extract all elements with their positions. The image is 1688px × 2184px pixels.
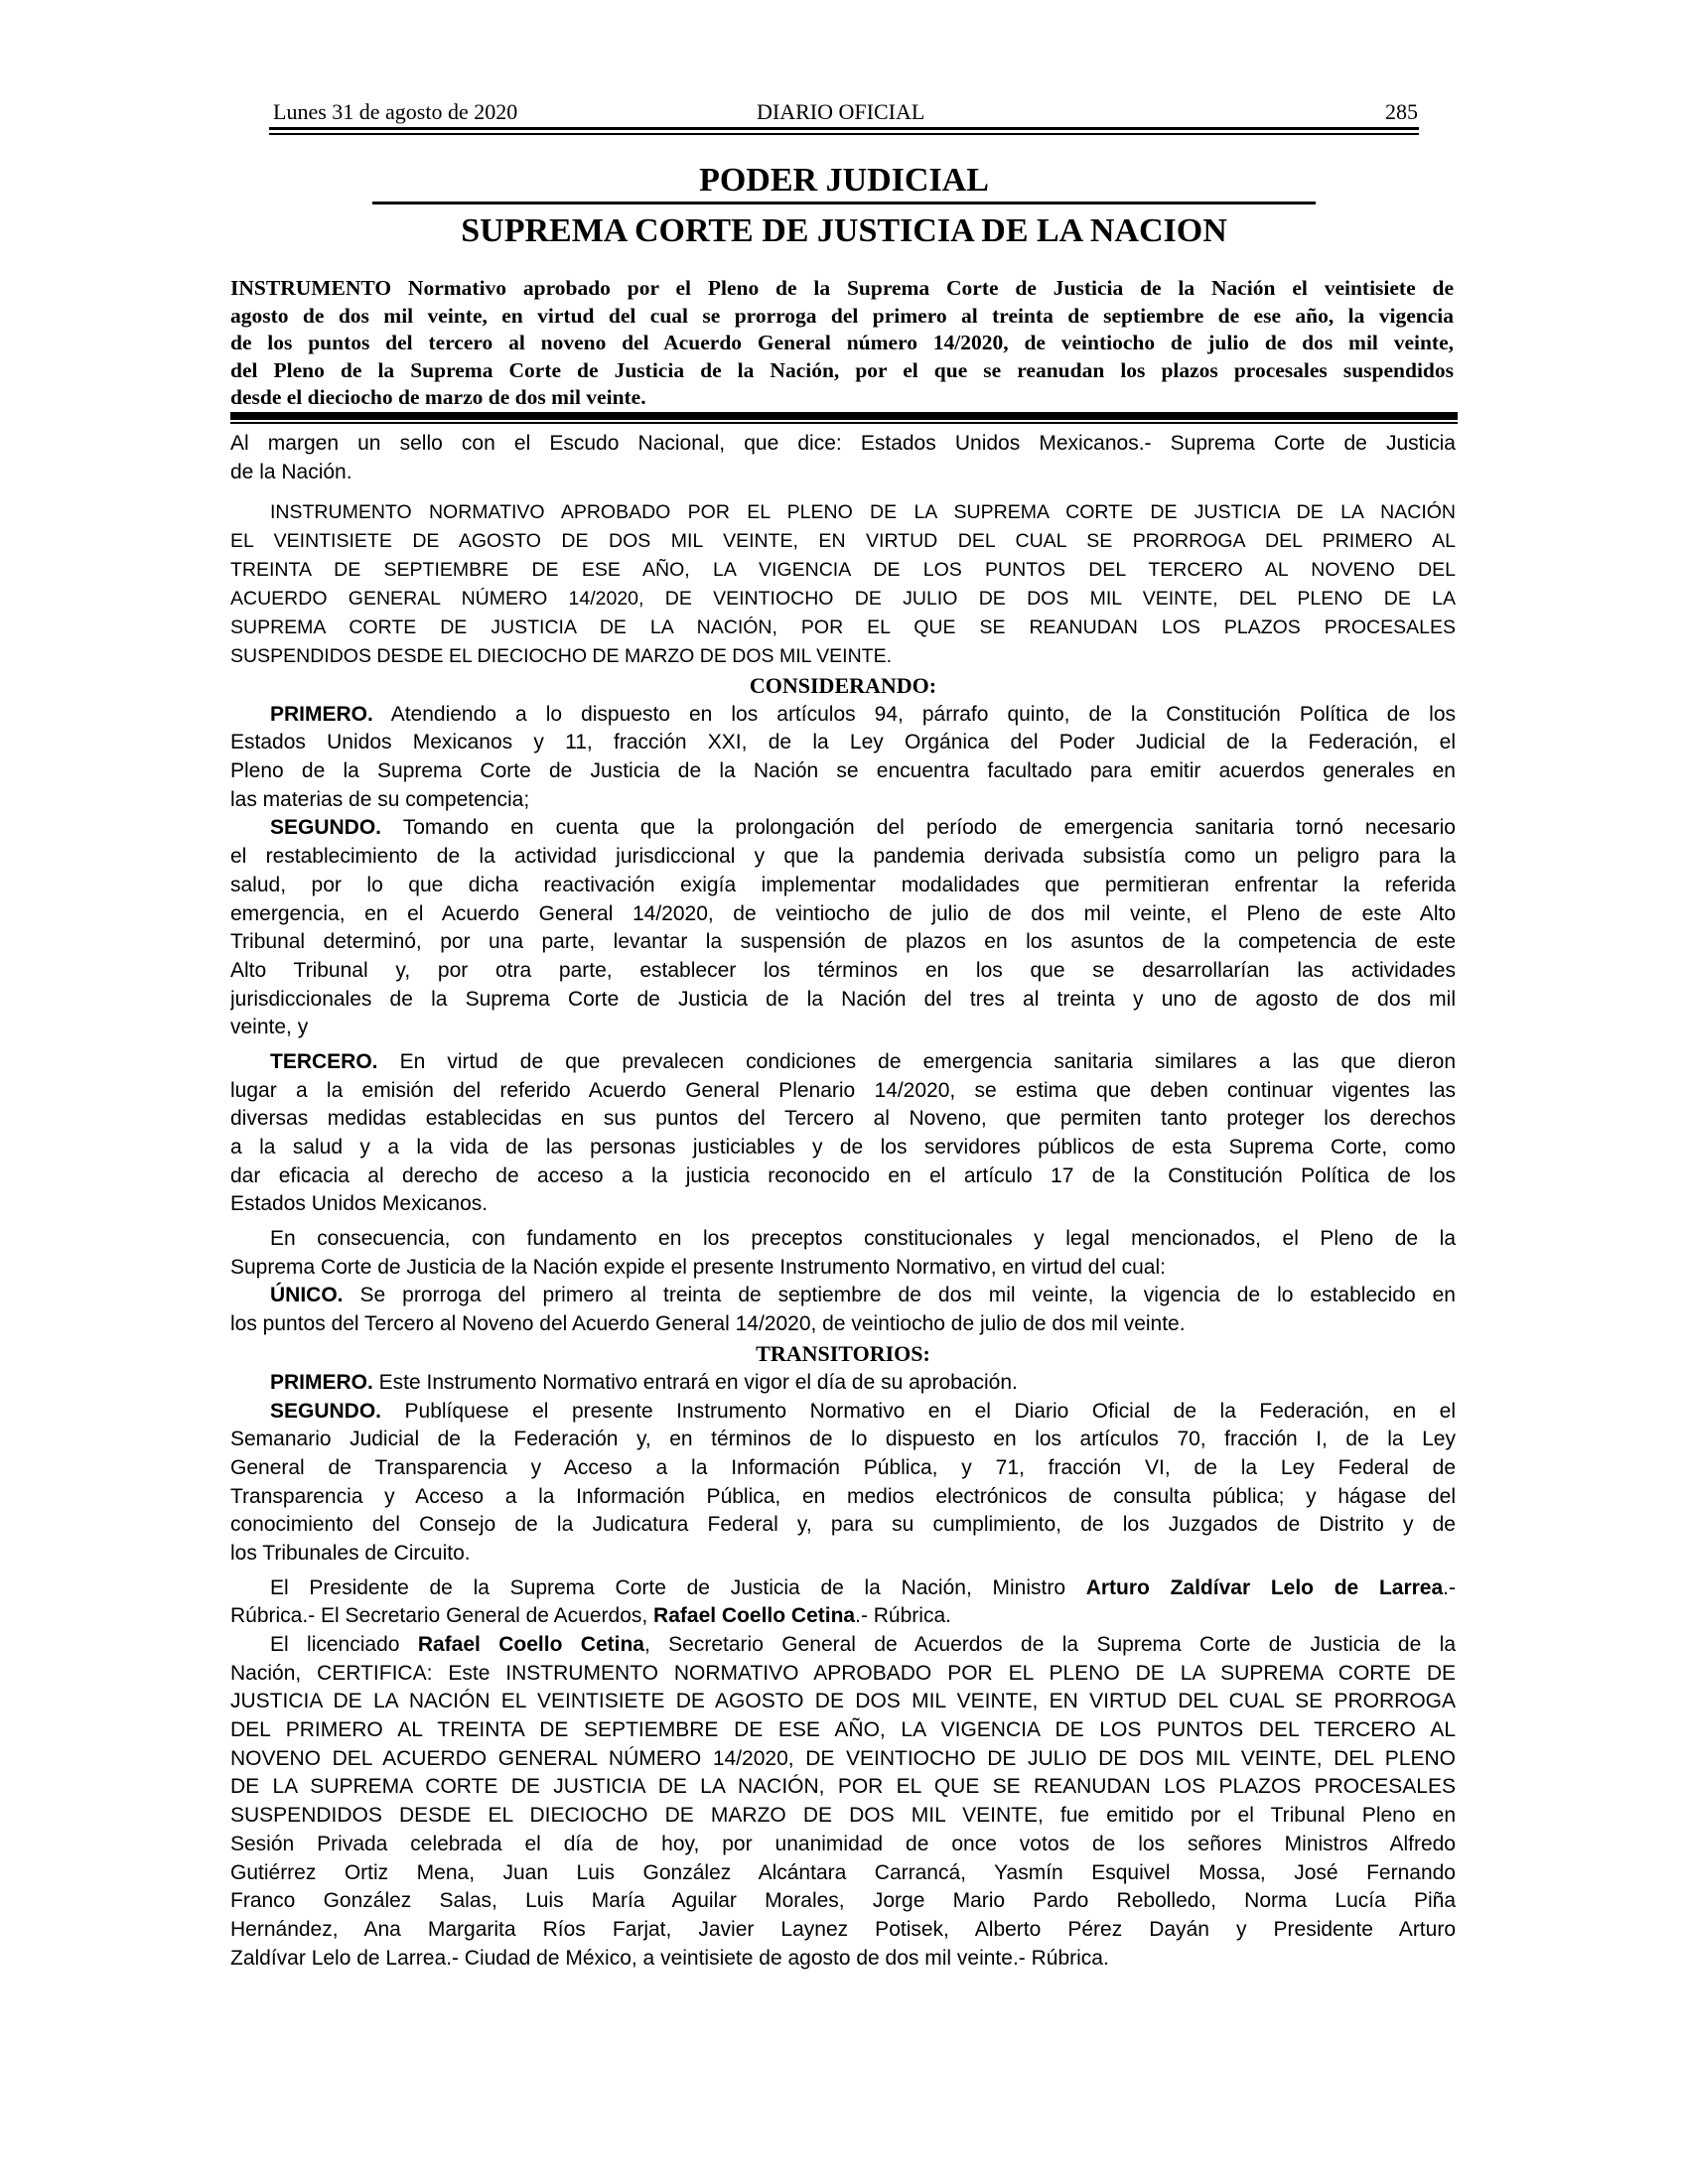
text-run: TREINTA DE SEPTIEMBRE DE ESE AÑO, LA VIGENCIA DE LOS PUNTOS DEL TERCERO AL NOVENO DEL [230, 559, 1456, 582]
text-line [230, 928, 1456, 957]
text-run: Tomando en cuenta que la prolongación del período de emergencia sanitaria tornó necesario [381, 816, 1456, 840]
text-run: diversas medidas establecidas en sus puntos del Tercero al Noveno, que permiten tanto proteger los derechos [230, 1107, 1456, 1131]
text-run: SUSPENDIDOS DESDE EL DIECIOCHO DE MARZO DE DOS MIL VEINTE. [230, 644, 892, 667]
title-line: desde el dieciocho de marzo de dos mil veinte. [230, 385, 646, 409]
text-line [230, 872, 1456, 900]
text-line [230, 642, 1456, 671]
text-line [230, 585, 1456, 614]
text-run: Suprema Corte de Justicia de la Nación expide el presente Instrumento Normativo, en virtud del cual: [230, 1255, 1166, 1279]
paragraph-consecuencia [230, 1225, 1456, 1282]
text-line [230, 757, 1456, 786]
text-line [230, 459, 1456, 487]
text-line [230, 527, 1456, 556]
text-run: .- [1443, 1575, 1456, 1599]
text-run: Franco González Salas, Luis María Aguilar Morales, Jorge Mario Pardo Rebolledo, Norma Lucía Piña [230, 1889, 1456, 1913]
text-run: Atendiendo a lo dispuesto en los artículos 94, párrafo quinto, de la Constitución Política de los [372, 702, 1456, 726]
text-line [230, 1745, 1456, 1774]
text-run: Nación, CERTIFICA: Este INSTRUMENTO NORMATIVO APROBADO POR EL PLENO DE LA SUPREMA CORTE DE [230, 1661, 1456, 1685]
text-line [230, 786, 1456, 815]
text-run: los Tribunales de Circuito. [230, 1541, 471, 1565]
section-divider-rule [372, 202, 1316, 205]
text-run: lugar a la emisión del referido Acuerdo General Plenario 14/2020, se estima que deben continuar vigentes las [230, 1078, 1456, 1102]
text-line [230, 1887, 1456, 1916]
text-run: Gutiérrez Ortiz Mena, Juan Luis González Alcántara Carrancá, Yasmín Esquivel Mossa, José Fernando [230, 1860, 1456, 1884]
text-line [230, 1688, 1456, 1716]
text-run: SUSPENDIDOS DESDE EL DIECIOCHO DE MARZO DE DOS MIL VEINTE, fue emitido por el Tribunal Pleno en [230, 1804, 1456, 1828]
text-run: de la Nación. [230, 460, 352, 483]
text-run: El licenciado [270, 1633, 418, 1657]
title-line: de los puntos del tercero al noveno del Acuerdo General número 14/2020, de veintiocho de julio de dos mil veinte, [230, 331, 1454, 354]
text-run: Hernández, Ana Margarita Ríos Farjat, Javier Laynez Potisek, Alberto Pérez Dayán y Presidente Arturo [230, 1917, 1456, 1941]
title-line: agosto de dos mil veinte, en virtud del cual se prorroga del primero al treinta de septiembre de ese año, la vigencia [230, 303, 1454, 328]
text-line [230, 1802, 1456, 1831]
text-run: Estados Unidos Mexicanos. [230, 1192, 489, 1216]
text-run: En virtud de que prevalecen condiciones de emergencia sanitaria similares a las que dieron [377, 1049, 1456, 1073]
text-line [230, 701, 1456, 730]
section-institution-heading: SUPREMA CORTE DE JUSTICIA DE LA NACION [461, 212, 1227, 249]
text-line [230, 1540, 1456, 1569]
paragraph-unico [230, 1282, 1456, 1338]
text-line [230, 1602, 1456, 1631]
text-run: Estados Unidos Mexicanos y 11, fracción XXI, de la Ley Orgánica del Poder Judicial de la Federación, el [230, 731, 1456, 754]
paragraph-certificacion [230, 1631, 1456, 1973]
text-line [230, 614, 1456, 642]
text-line [230, 1631, 1456, 1660]
paragraph-considerando-segundo [230, 814, 1456, 1042]
text-line [230, 1398, 1456, 1427]
text-line [230, 1945, 1456, 1974]
section-branch-heading: PODER JUDICIAL [699, 162, 989, 199]
paragraph-firmas [230, 1574, 1456, 1631]
header-date: Lunes 31 de agosto de 2020 [273, 99, 518, 124]
text-run: Alto Tribunal y, por otra parte, establecer los términos en los que se desarrollarían las actividades [230, 958, 1456, 982]
text-run: JUSTICIA DE LA NACIÓN EL VEINTISIETE DE AGOSTO DE DOS MIL VEINTE, EN VIRTUD DEL CUAL SE PRORROGA [230, 1690, 1456, 1713]
text-run: INSTRUMENTO NORMATIVO APROBADO POR EL PLENO DE LA SUPREMA CORTE DE JUSTICIA DE LA NACIÓN [270, 501, 1456, 524]
title-line: INSTRUMENTO Normativo aprobado por el Pleno de la Suprema Corte de Justicia de la Nación el veintisiete de [230, 276, 1454, 300]
text-line [230, 1511, 1456, 1540]
text-line [230, 1916, 1456, 1945]
text-line [230, 430, 1456, 459]
text-line [230, 1454, 1456, 1483]
text-line [230, 814, 1456, 843]
text-run: salud, por lo que dicha reactivación exigía implementar modalidades que permitieran enfrentar la referida [230, 873, 1456, 896]
text-line [230, 1369, 1456, 1398]
header-rule-thin [269, 133, 1419, 135]
text-run: Zaldívar Lelo de Larrea.- Ciudad de México, a veintisiete de agosto de dos mil veinte.- Rúbrica. [230, 1946, 1109, 1970]
text-line [230, 1134, 1456, 1162]
text-run: Transparencia y Acceso a la Información Pública, en medios electrónicos de consulta pública; y hágase del [230, 1484, 1456, 1508]
text-run: conocimiento del Consejo de la Judicatura Federal y, para su cumplimiento, de los Juzgados de Distrito y de [230, 1513, 1456, 1537]
text-run: Este Instrumento Normativo entrará en vigor el día de su aprobación. [372, 1370, 1018, 1394]
text-run: los puntos del Tercero al Noveno del Acuerdo General 14/2020, de veintiocho de julio de dos mil veinte. [230, 1312, 1186, 1336]
text-run: En consecuencia, con fundamento en los preceptos constitucionales y legal mencionados, el Pleno de la [270, 1227, 1456, 1251]
text-line [230, 1660, 1456, 1689]
text-run: .- Rúbrica. [855, 1604, 951, 1628]
bold-text: SEGUNDO. [270, 816, 382, 840]
paragraph-al-margen [230, 430, 1456, 486]
bold-text: Arturo Zaldívar Lelo de Larrea [1085, 1575, 1444, 1599]
text-line [230, 1254, 1456, 1283]
text-line [230, 1077, 1456, 1106]
title-rule-thick [230, 412, 1458, 420]
text-run: las materias de su competencia; [230, 787, 530, 811]
text-line [230, 986, 1456, 1015]
text-line [230, 957, 1456, 986]
text-line [230, 1014, 1456, 1042]
paragraph-transitorio-segundo [230, 1398, 1456, 1569]
text-run: jurisdiccionales de la Suprema Corte de Justicia de la Nación del tres al treinta y uno de agosto de dos mil [230, 987, 1456, 1011]
text-line [230, 498, 1456, 527]
text-line [230, 900, 1456, 929]
text-run: SUPREMA CORTE DE JUSTICIA DE LA NACIÓN, POR EL QUE SE REANUDAN LOS PLAZOS PROCESALES [230, 615, 1456, 638]
bold-text: Rafael Coello Cetina [653, 1604, 856, 1628]
text-line [230, 1282, 1456, 1310]
text-run: Publíquese el presente Instrumento Normativo en el Diario Oficial de la Federación, en el [381, 1399, 1456, 1423]
text-line [230, 1310, 1456, 1339]
title-line: del Pleno de la Suprema Corte de Justicia de la Nación, por el que se reanudan los plazos procesales suspendidos [230, 357, 1454, 382]
text-run: Tribunal determinó, por una parte, levantar la suspensión de plazos en los asuntos de la competencia de este [230, 930, 1456, 954]
paragraph-transitorio-primero [230, 1369, 1456, 1398]
text-run: NOVENO DEL ACUERDO GENERAL NÚMERO 14/2020, DE VEINTIOCHO DE JULIO DE DOS MIL VEINTE, DEL PLENO [230, 1746, 1456, 1770]
text-run: dar eficacia al derecho de acceso a la justicia reconocido en el artículo 17 de la Constitución Política de los [230, 1163, 1456, 1187]
bold-text: PRIMERO. [270, 702, 373, 726]
text-run: Rúbrica.- El Secretario General de Acuerdos, [230, 1604, 654, 1628]
text-run: CONSIDERANDO: [749, 672, 937, 698]
text-line [230, 1773, 1456, 1802]
document-body [230, 430, 1456, 1973]
paragraph-considerando-primero [230, 701, 1456, 815]
text-run: Al margen un sello con el Escudo Nacional, que dice: Estados Unidos Mexicanos.- Suprema Corte de Justicia [230, 432, 1456, 455]
text-run: emergencia, en el Acuerdo General 14/2020, de veintiocho de julio de dos mil veinte, el Pleno de este Alto [230, 901, 1456, 925]
text-line [230, 1716, 1456, 1745]
section-heading-transitorios [230, 1339, 1456, 1369]
text-line [230, 1859, 1456, 1888]
text-line [230, 1339, 1456, 1369]
text-run: a la salud y a la vida de las personas justiciables y de los servidores públicos de esta Suprema Corte, como [230, 1136, 1456, 1160]
text-line [230, 1048, 1456, 1077]
text-line [230, 671, 1456, 701]
text-run: veinte, y [230, 1016, 309, 1039]
text-line [230, 1105, 1456, 1134]
header-rule-thick [269, 127, 1419, 130]
text-line [230, 1225, 1456, 1254]
text-run: El Presidente de la Suprema Corte de Justicia de la Nación, Ministro [270, 1575, 1086, 1599]
text-run: Semanario Judicial de la Federación y, en términos de lo dispuesto en los artículos 70, fracción I, de la Ley [230, 1428, 1456, 1451]
text-line [230, 843, 1456, 872]
text-run: Se prorroga del primero al treinta de septiembre de dos mil veinte, la vigencia de lo establecido en [343, 1284, 1456, 1307]
section-heading-considerando [230, 671, 1456, 701]
paragraph-caps-title [230, 498, 1456, 670]
paragraph-considerando-tercero [230, 1048, 1456, 1219]
text-line [230, 1831, 1456, 1859]
text-run: el restablecimiento de la actividad jurisdiccional y que la pandemia derivada subsistía como un peligro para la [230, 845, 1456, 869]
text-run: DE LA SUPREMA CORTE DE JUSTICIA DE LA NACIÓN, POR EL QUE SE REANUDAN LOS PLAZOS PROCESALES [230, 1775, 1456, 1799]
text-line [230, 1190, 1456, 1219]
bold-text: Rafael Coello Cetina [417, 1633, 644, 1657]
text-run: General de Transparencia y Acceso a la Información Pública, y 71, fracción VI, de la Ley Federal de [230, 1455, 1456, 1479]
header-publication-name: DIARIO OFICIAL [757, 99, 925, 124]
text-line [230, 1483, 1456, 1512]
text-run: EL VEINTISIETE DE AGOSTO DE DOS MIL VEINTE, EN VIRTUD DEL CUAL SE PRORROGA DEL PRIMERO AL [230, 530, 1456, 553]
text-line [230, 1162, 1456, 1191]
text-run: Pleno de la Suprema Corte de Justicia de la Nación se encuentra facultado para emitir acuerdos generales en [230, 759, 1456, 783]
text-line [230, 556, 1456, 585]
bold-text: TERCERO. [270, 1049, 378, 1073]
header-page-number: 285 [1385, 99, 1418, 124]
text-line [230, 1426, 1456, 1454]
text-run: DEL PRIMERO AL TREINTA DE SEPTIEMBRE DE ESE AÑO, LA VIGENCIA DE LOS PUNTOS DEL TERCERO AL [230, 1718, 1456, 1742]
text-run: TRANSITORIOS: [756, 1340, 930, 1366]
bold-text: PRIMERO. [270, 1370, 373, 1394]
text-run: ACUERDO GENERAL NÚMERO 14/2020, DE VEINTIOCHO DE JULIO DE DOS MIL VEINTE, DEL PLENO DE LA [230, 588, 1456, 611]
document-title [230, 275, 1454, 412]
bold-text: ÚNICO. [270, 1284, 344, 1307]
text-run: Sesión Privada celebrada el día de hoy, por unanimidad de once votos de los señores Ministros Alfredo [230, 1832, 1456, 1855]
text-run: , Secretario General de Acuerdos de la Suprema Corte de Justicia de la [643, 1633, 1456, 1657]
title-rule-thin [230, 422, 1458, 424]
text-line [230, 729, 1456, 757]
text-line [230, 1574, 1456, 1603]
bold-text: SEGUNDO. [270, 1399, 382, 1423]
